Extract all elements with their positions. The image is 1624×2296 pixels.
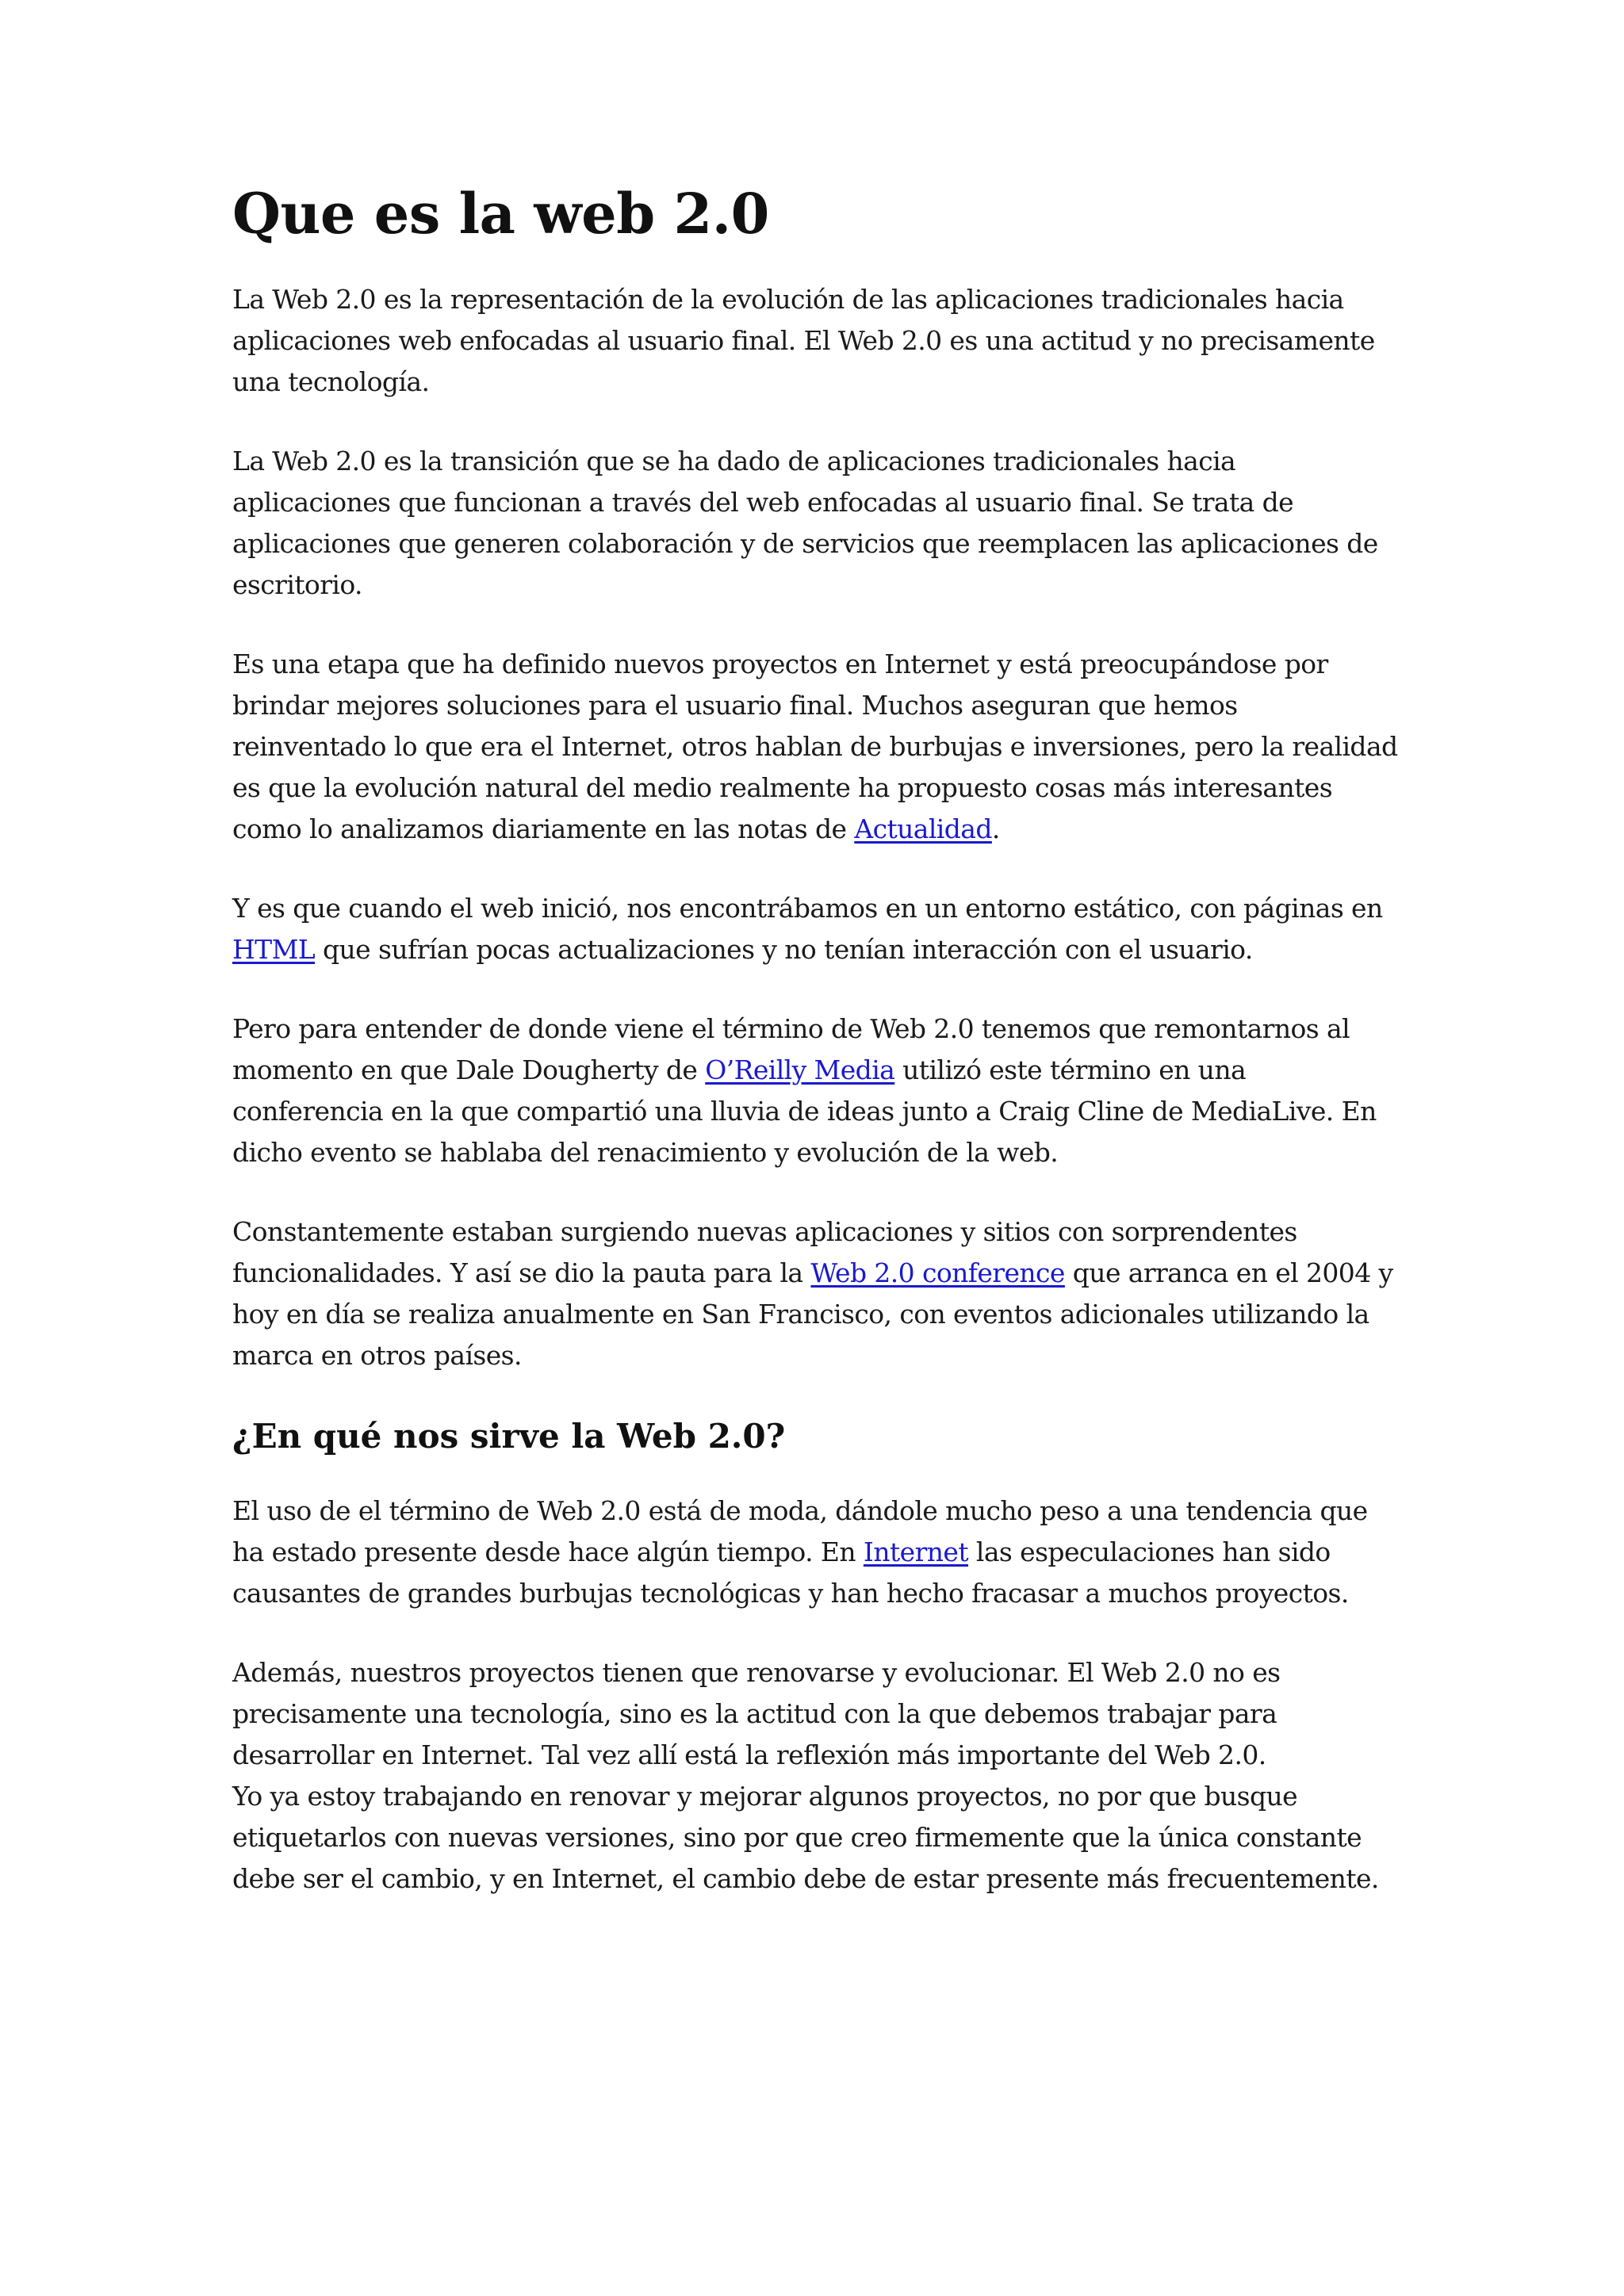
section-heading: ¿En qué nos sirve la Web 2.0?	[232, 1417, 786, 1456]
paragraph-8	[232, 1652, 1398, 1900]
paragraph-5-end: utilizó este término en una conferencia en la que compartió una lluvia de ideas junto a Craig Cline de MediaLive. En dicho evento se hablaba del renacimiento y evolución de la web.	[232, 1054, 1377, 1168]
paragraph-2: La Web 2.0 es la transición que se ha dado de aplicaciones tradicionales hacia aplicaciones que funcionan a través del web enfocadas al usuario final. Se trata de aplicaciones que generen colaboración y de servicios que reemplacen las aplicaciones de escritorio.	[232, 446, 1378, 600]
paragraph-7-text: El uso de el término de Web 2.0 está de moda, dándole mucho peso a una tendencia que ha estado presente desde hace algún tiempo. En	[232, 1495, 1368, 1567]
paragraph-6-end: que arranca en el 2004 y hoy en día se realiza anualmente en San Francisco, con eventos adicionales utilizando la marca en otros países.	[232, 1257, 1393, 1371]
paragraph-6-text: Constantemente estaban surgiendo nuevas aplicaciones y sitios con sorprendentes funcionalidades. Y así se dio la pauta para la	[232, 1216, 1297, 1288]
paragraph-4-end: que sufrían pocas actualizaciones y no tenían interacción con el usuario.	[315, 934, 1253, 965]
link-oreilly-media[interactable]: O’Reilly Media	[705, 1054, 895, 1085]
paragraph-3	[232, 644, 1398, 850]
paragraph-5-text: Pero para entender de donde viene el término de Web 2.0 tenemos que remontarnos al momento en que Dale Dougherty de	[232, 1013, 1350, 1085]
document-page	[232, 181, 1398, 1938]
paragraph-3-text: Es una etapa que ha definido nuevos proyectos en Internet y está preocupándose por brindar mejores soluciones para el usuario final. Muchos aseguran que hemos reinventado lo que era el Internet, otros hablan de burbujas e inversiones, pero la realidad es que la evolución natural del medio realmente ha propuesto cosas más interesantes como lo analizamos diariamente en las notas de	[232, 649, 1398, 844]
paragraph-4-text: Y es que cuando el web inició, nos encontrábamos en un entorno estático, con páginas en	[232, 893, 1383, 924]
link-web20-conference[interactable]: Web 2.0 conference	[810, 1257, 1065, 1288]
link-internet[interactable]: Internet	[863, 1536, 969, 1567]
paragraph-5	[232, 1008, 1398, 1173]
link-html[interactable]: HTML	[232, 934, 316, 965]
paragraph-4	[232, 888, 1398, 970]
paragraph-7-end: las especulaciones han sido causantes de grandes burbujas tecnológicas y han hecho fracasar a muchos proyectos.	[232, 1536, 1349, 1609]
link-actualidad[interactable]: Actualidad	[854, 813, 992, 844]
paragraph-8-line-1: Además, nuestros proyectos tienen que renovarse y evolucionar. El Web 2.0 no es precisamente una tecnología, sino es la actitud con la que debemos trabajar para desarrollar en Internet. Tal vez allí está la reflexión más importante del Web 2.0.	[232, 1657, 1281, 1770]
paragraph-7	[232, 1490, 1398, 1614]
paragraph-6	[232, 1211, 1398, 1376]
paragraph-8-line-2: Yo ya estoy trabajando en renovar y mejorar algunos proyectos, no por que busque etiquetarlos con nuevas versiones, sino por que creo firmemente que la única constante debe ser el cambio, y en Internet, el cambio debe de estar presente más frecuentemente.	[232, 1781, 1379, 1894]
paragraph-1: La Web 2.0 es la representación de la evolución de las aplicaciones tradicionales hacia aplicaciones web enfocadas al usuario final. El Web 2.0 es una actitud y no precisamente una tecnología.	[232, 284, 1375, 397]
page-title: Que es la web 2.0	[232, 181, 769, 247]
paragraph-3-end: .	[991, 813, 1000, 844]
